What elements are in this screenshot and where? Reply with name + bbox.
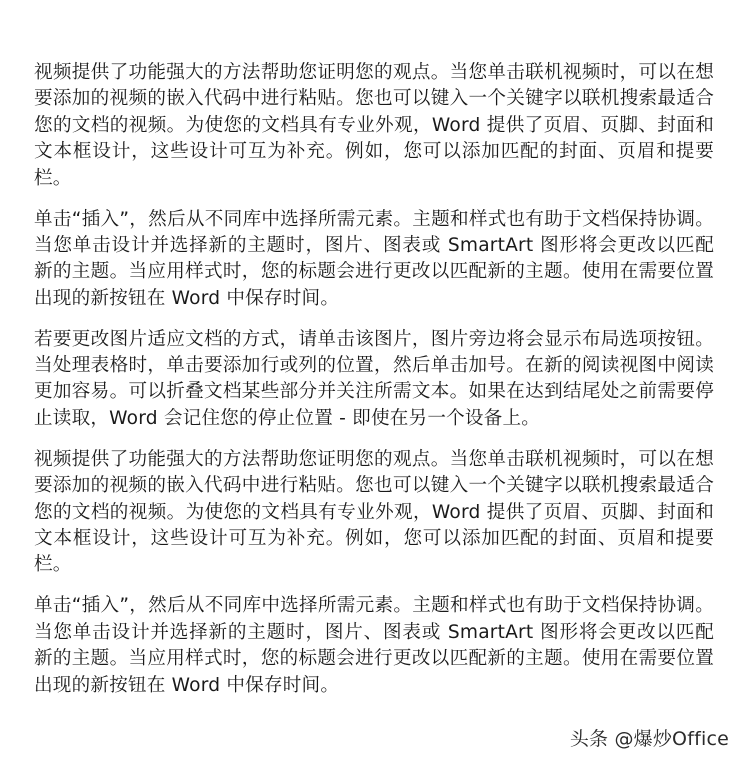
source-watermark: 头条 @爆炒Office bbox=[569, 728, 729, 750]
paragraph-2: 单击“插入”，然后从不同库中选择所需元素。主题和样式也有助于文档保持协调。当您单击设计并选择新的主题时，图片、图表或 SmartArt 图形将会更改以匹配新的主题。当应用样式时，您的标题会进行更改以匹配新的主题。使用在需要位置出现的新按钮在 Word 中保存时间。 bbox=[34, 208, 714, 309]
document-body bbox=[34, 60, 714, 713]
paragraph-1: 视频提供了功能强大的方法帮助您证明您的观点。当您单击联机视频时，可以在想要添加的视频的嵌入代码中进行粘贴。您也可以键入一个关键字以联机搜索最适合您的文档的视频。为使您的文档具有专业外观，Word 提供了页眉、页脚、封面和文本框设计，这些设计可互为补充。例如，您可以添加匹配的封面、页眉和提要栏。 bbox=[34, 62, 714, 189]
paragraph-4: 视频提供了功能强大的方法帮助您证明您的观点。当您单击联机视频时，可以在想要添加的视频的嵌入代码中进行粘贴。您也可以键入一个关键字以联机搜索最适合您的文档的视频。为使您的文档具有专业外观，Word 提供了页眉、页脚、封面和文本框设计，这些设计可互为补充。例如，您可以添加匹配的封面、页眉和提要栏。 bbox=[34, 448, 714, 576]
paragraph-5: 单击“插入”，然后从不同库中选择所需元素。主题和样式也有助于文档保持协调。当您单击设计并选择新的主题时，图片、图表或 SmartArt 图形将会更改以匹配新的主题。当应用样式时，您的标题会进行更改以匹配新的主题。使用在需要位置出现的新按钮在 Word 中保存时间。 bbox=[34, 595, 714, 696]
paragraph-3: 若要更改图片适应文档的方式，请单击该图片，图片旁边将会显示布局选项按钮。当处理表格时，单击要添加行或列的位置，然后单击加号。在新的阅读视图中阅读更加容易。可以折叠文档某些部分并关注所需文本。如果在达到结尾处之前需要停止读取，Word 会记住您的停止位置 - 即使在另一个设备上。 bbox=[34, 328, 714, 429]
